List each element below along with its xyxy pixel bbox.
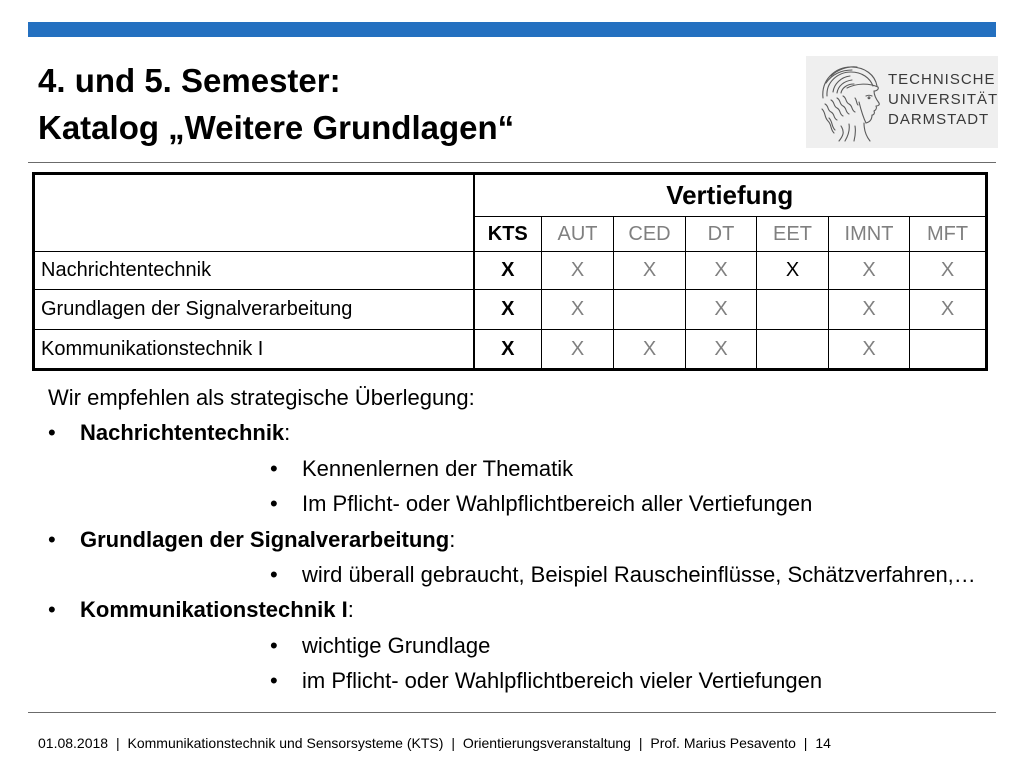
table-cell: X [542, 330, 614, 370]
table-cell: X [542, 290, 614, 330]
footer-event: Orientierungsveranstaltung [462, 735, 631, 751]
table-cell: X [829, 290, 910, 330]
sub-list-item-text: wichtige Grundlage [302, 632, 491, 658]
list-item-title: Kommunikationstechnik I [80, 597, 348, 623]
list-item-text [80, 592, 354, 627]
footer-separator: | [451, 735, 455, 751]
logo-text-line: TECHNISCHE [888, 71, 996, 88]
table-row [34, 252, 987, 290]
header-divider [28, 162, 996, 163]
table-cell: X [910, 252, 987, 290]
column-header-dt: DT [686, 217, 757, 252]
list-item [0, 522, 1024, 557]
footer-presenter: Prof. Marius Pesavento [650, 735, 796, 751]
group-header: Vertiefung [474, 174, 987, 217]
sub-list-item-text: wird überall gebraucht, Beispiel Rauscheinflüsse, Schätzverfahren,… [302, 561, 976, 587]
sub-list-item [0, 557, 1024, 592]
intro-text: Wir empfehlen als strategische Überlegung: [48, 385, 475, 410]
footer-date: 01.08.2018 [38, 735, 109, 751]
footer-separator: | [638, 735, 643, 751]
table-cell: X [474, 290, 542, 330]
list-item [0, 592, 1024, 627]
athena-head-icon [817, 64, 881, 142]
list-item-colon: : [284, 420, 291, 446]
column-header-ced: CED [614, 217, 686, 252]
table-cell: X [910, 290, 987, 330]
column-header-kts: KTS [474, 217, 542, 252]
column-header-eet: EET [757, 217, 829, 252]
list-item-colon: : [347, 597, 354, 623]
footer-course: Kommunikationstechnik und Sensorsysteme (KTS) [127, 735, 444, 751]
table-cell: X [474, 330, 542, 370]
table-row [34, 290, 987, 330]
table-cell: X [686, 252, 757, 290]
sub-list-item [0, 663, 1024, 698]
university-logo [806, 56, 998, 148]
table-cell: X [829, 252, 910, 290]
sub-list-item-text: im Pflicht- oder Wahlpflichtbereich vieler Vertiefungen [302, 668, 823, 694]
table-group-header-row [34, 174, 987, 217]
header-accent-bar [28, 22, 996, 37]
table-corner-cell [34, 174, 474, 252]
bullet: • [270, 668, 278, 694]
specialization-table [32, 172, 988, 371]
slide-title-line-2: Katalog „Weitere Grundlagen“ [38, 109, 515, 146]
sub-list-item [0, 486, 1024, 521]
column-header-mft: MFT [910, 217, 987, 252]
table-cell: X [614, 330, 686, 370]
footer-separator: | [803, 735, 808, 751]
bullet: • [48, 597, 56, 623]
table-row [34, 330, 987, 370]
bullet: • [48, 420, 56, 446]
table-cell [757, 330, 829, 370]
recommendation-list [0, 380, 1024, 699]
list-item-title: Nachrichtentechnik [80, 420, 285, 446]
table-cell: X [614, 252, 686, 290]
footer-divider [28, 712, 996, 713]
slide-title-line-1: 4. und 5. Semester: [38, 62, 341, 99]
list-item [0, 415, 1024, 450]
table-cell [757, 290, 829, 330]
row-label: Grundlagen der Signalverarbeitung [34, 290, 474, 330]
list-item-text [80, 522, 455, 557]
sub-list-item [0, 628, 1024, 663]
logo-wordmark [888, 70, 998, 130]
slide-title [38, 57, 514, 151]
bullet: • [48, 526, 56, 552]
column-header-imnt: IMNT [829, 217, 910, 252]
column-header-aut: AUT [542, 217, 614, 252]
sub-list-item-text: Kennenlernen der Thematik [302, 455, 574, 481]
logo-text-line: DARMSTADT [888, 111, 990, 128]
sub-list-item-text: Im Pflicht- oder Wahlpflichtbereich aller Vertiefungen [302, 491, 813, 517]
list-item-title: Grundlagen der Signalverarbeitung [80, 526, 450, 552]
row-label: Nachrichtentechnik [34, 252, 474, 290]
table-cell: X [542, 252, 614, 290]
table-cell: X [474, 252, 542, 290]
table-cell [910, 330, 987, 370]
logo-text-line: UNIVERSITÄT [888, 91, 999, 108]
table-cell: X [829, 330, 910, 370]
row-label: Kommunikationstechnik I [34, 330, 474, 370]
table-cell: X [686, 330, 757, 370]
list-item-colon: : [449, 526, 456, 552]
bullet: • [270, 561, 278, 587]
footer-separator: | [115, 735, 120, 751]
table-cell: X [757, 252, 829, 290]
list-item-text [80, 415, 290, 450]
table-cell: X [686, 290, 757, 330]
table-cell [614, 290, 686, 330]
bullet: • [270, 491, 278, 517]
sub-list-item [0, 451, 1024, 486]
bullet: • [270, 455, 278, 481]
footer-page-number: 14 [815, 735, 831, 751]
footer [38, 734, 831, 752]
bullet: • [270, 632, 278, 658]
